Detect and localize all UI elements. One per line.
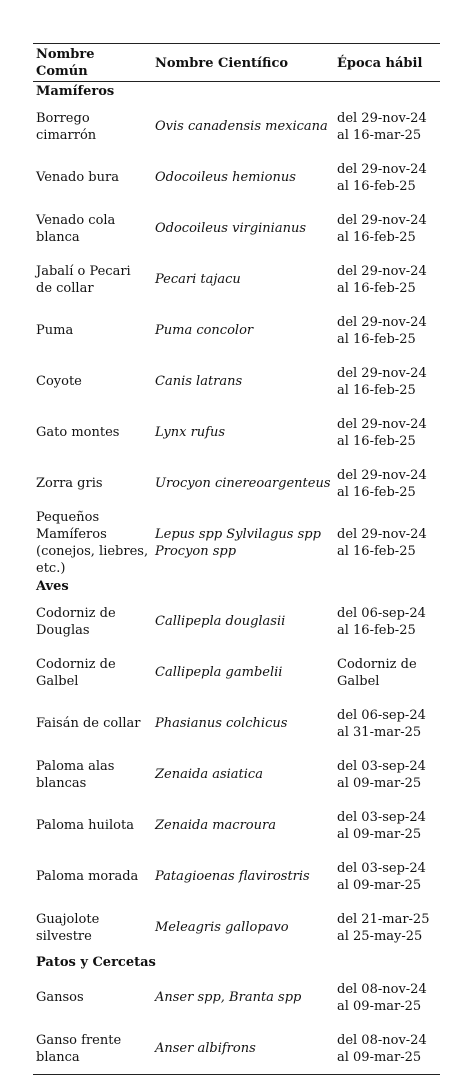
group-heading: Aves [36,579,69,594]
season-cell: Codorniz de Galbel [337,656,417,689]
common-name-cell: Jabalí o Pecari de collar [36,263,131,296]
common-name-cell: Codorniz de Galbel [36,656,116,689]
season-cell: del 29-nov-24 al 16-feb-25 [337,365,427,398]
scientific-name-cell: Callipepla gambelii [155,665,283,680]
season-cell: del 06-sep-24 al 31-mar-25 [337,707,426,740]
season-cell: del 08-nov-24 al 09-mar-25 [337,981,427,1014]
header-row [33,44,440,82]
common-name-cell: Puma [36,323,74,338]
table-row [33,305,440,356]
common-name-cell: Gato montes [36,425,120,440]
table-row [33,101,440,152]
season-cell: del 29-nov-24 al 16-feb-25 [337,314,427,347]
season-cell: del 21-mar-25 al 25-may-25 [337,911,430,944]
scientific-name-cell: Lynx rufus [155,425,226,440]
table-row [33,800,440,851]
common-name-cell: Guajolote silvestre [36,911,100,944]
table-row [33,203,440,254]
common-name-cell: Gansos [36,990,84,1005]
common-name-cell: Venado cola blanca [36,212,116,245]
season-cell: del 29-nov-24 al 16-feb-25 [337,263,427,296]
scientific-name-cell: Canis latrans [155,374,243,389]
season-cell: del 29-nov-24 al 16-feb-25 [337,161,427,194]
table-row [33,596,440,647]
table-row [33,458,440,509]
table-row [33,356,440,407]
scientific-name-cell: Pecari tajacu [155,272,241,287]
common-name-cell: Coyote [36,374,82,389]
table-row [33,647,440,698]
season-cell: del 03-sep-24 al 09-mar-25 [337,758,426,791]
season-cell: del 29-nov-24 al 16-feb-25 [337,212,427,245]
header-common-name: Nombre Común [33,44,152,82]
scientific-name-cell: Puma concolor [155,323,254,338]
season-cell: del 03-sep-24 al 09-mar-25 [337,860,426,893]
table-row [33,749,440,800]
common-name-cell: Paloma morada [36,869,139,884]
group-row-ducks [33,953,440,972]
table-body [33,82,440,1075]
scientific-name-cell: Anser albifrons [152,1023,334,1075]
scientific-name-cell: Meleagris gallopavo [155,920,289,935]
common-name-cell: Pequeños Mamíferos (conejos, liebres, etc.) [36,510,149,576]
season-cell: del 29-nov-24 al 16-feb-25 [337,416,427,449]
group-heading: Patos y Cercetas [36,955,156,970]
group-row-birds [33,577,440,596]
scientific-name-cell: Callipepla douglasii [155,614,286,629]
scientific-name-cell: Zenaida macroura [155,818,276,833]
season-cell: del 29-nov-24 al 16-mar-25 [337,110,427,143]
scientific-name-cell: Patagioenas flavirostris [155,869,310,884]
scientific-name-cell: Phasianus colchicus [155,716,288,731]
season-cell: del 29-nov-24 al 16-feb-25 [337,467,427,500]
table-row [33,972,440,1023]
season-cell: del 08-nov-24 al 09-mar-25 [334,1023,440,1075]
scientific-name-cell: Zenaida asiatica [155,767,263,782]
scientific-name-cell: Odocoileus hemionus [155,170,296,185]
common-name-cell: Ganso frente blanca [33,1023,152,1075]
table-row [33,509,440,577]
common-name-cell: Zorra gris [36,476,103,491]
group-heading: Mamíferos [36,84,115,99]
table-row [33,152,440,203]
species-table [33,43,440,1075]
header-season: Época hábil [334,44,440,82]
table-row [33,902,440,953]
scientific-name-cell: Odocoileus virginianus [155,221,306,236]
header-scientific-name: Nombre Científico [152,44,334,82]
season-cell: del 29-nov-24 al 16-feb-25 [337,527,427,559]
season-cell: del 06-sep-24 al 16-feb-25 [337,605,426,638]
scientific-name-cell: Lepus spp Sylvilagus spp Procyon spp [155,527,321,559]
common-name-cell: Paloma huilota [36,818,134,833]
common-name-cell: Codorniz de Douglas [36,605,116,638]
common-name-cell: Venado bura [36,170,119,185]
table-row [33,1023,440,1075]
scientific-name-cell: Anser spp, Branta spp [155,990,302,1005]
common-name-cell: Faisán de collar [36,716,141,731]
table-row [33,407,440,458]
scientific-name-cell: Urocyon cinereoargenteus [155,476,331,491]
table-row [33,698,440,749]
season-cell: del 03-sep-24 al 09-mar-25 [337,809,426,842]
group-row-mammals [33,82,440,102]
common-name-cell: Paloma alas blancas [36,758,115,791]
common-name-cell: Borrego cimarrón [36,110,97,143]
table-row [33,851,440,902]
table-row [33,254,440,305]
scientific-name-cell: Ovis canadensis mexicana [155,119,328,134]
